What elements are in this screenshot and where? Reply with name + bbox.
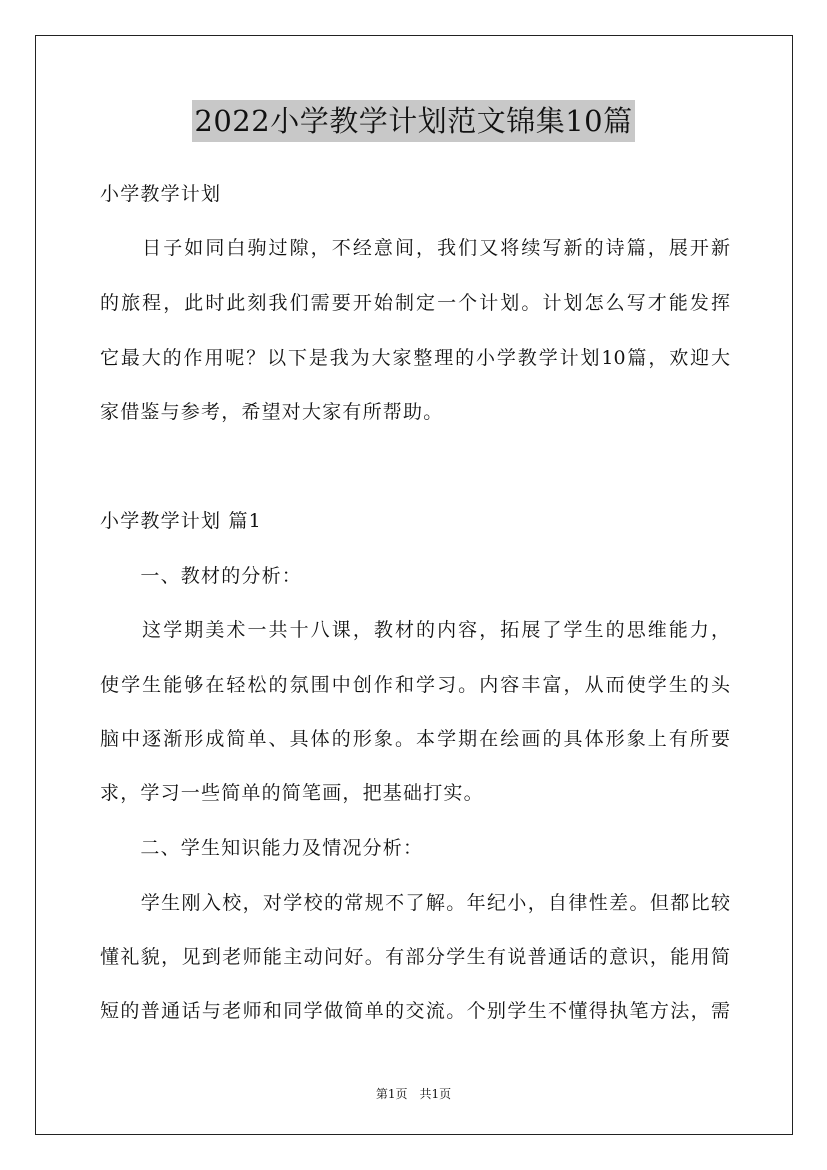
paragraph-line: 的旅程，此时此刻我们需要开始制定一个计划。计划怎么写才能发挥: [100, 292, 730, 314]
section-heading: 小学教学计划 篇1: [100, 510, 262, 532]
paragraph-line: 它最大的作用呢？以下是我为大家整理的小学教学计划10篇，欢迎大: [100, 347, 730, 369]
paragraph-line: 懂礼貌，见到老师能主动问好。有部分学生有说普通话的意识，能用简: [100, 946, 730, 968]
paragraph-line: 脑中逐渐形成简单、具体的形象。本学期在绘画的具体形象上有所要: [100, 728, 730, 750]
paragraph-line: 日子如同白驹过隙，不经意间，我们又将续写新的诗篇，展开新: [100, 237, 730, 259]
page-footer: 第1页 共1页: [375, 1087, 452, 1101]
document-title: 2022小学教学计划范文锦集10篇: [192, 100, 634, 142]
paragraph-line: 这学期美术一共十八课，教材的内容，拓展了学生的思维能力，: [100, 619, 730, 641]
title-container: [0, 100, 827, 142]
paragraph-line: 短的普通话与老师和同学做简单的交流。个别学生不懂得执笔方法，需: [100, 1000, 730, 1022]
subsection-heading: 一、教材的分析：: [100, 565, 303, 587]
subsection-heading: 二、学生知识能力及情况分析：: [100, 837, 424, 859]
section-heading: 小学教学计划: [100, 183, 222, 205]
paragraph-line: 求，学习一些简单的简笔画，把基础打实。: [100, 782, 484, 804]
paragraph-line: 家借鉴与参考，希望对大家有所帮助。: [100, 401, 444, 423]
paragraph-line: 学生刚入校，对学校的常规不了解。年纪小，自律性差。但都比较: [100, 892, 730, 914]
paragraph-line: 使学生能够在轻松的氛围中创作和学习。内容丰富，从而使学生的头: [100, 674, 730, 696]
